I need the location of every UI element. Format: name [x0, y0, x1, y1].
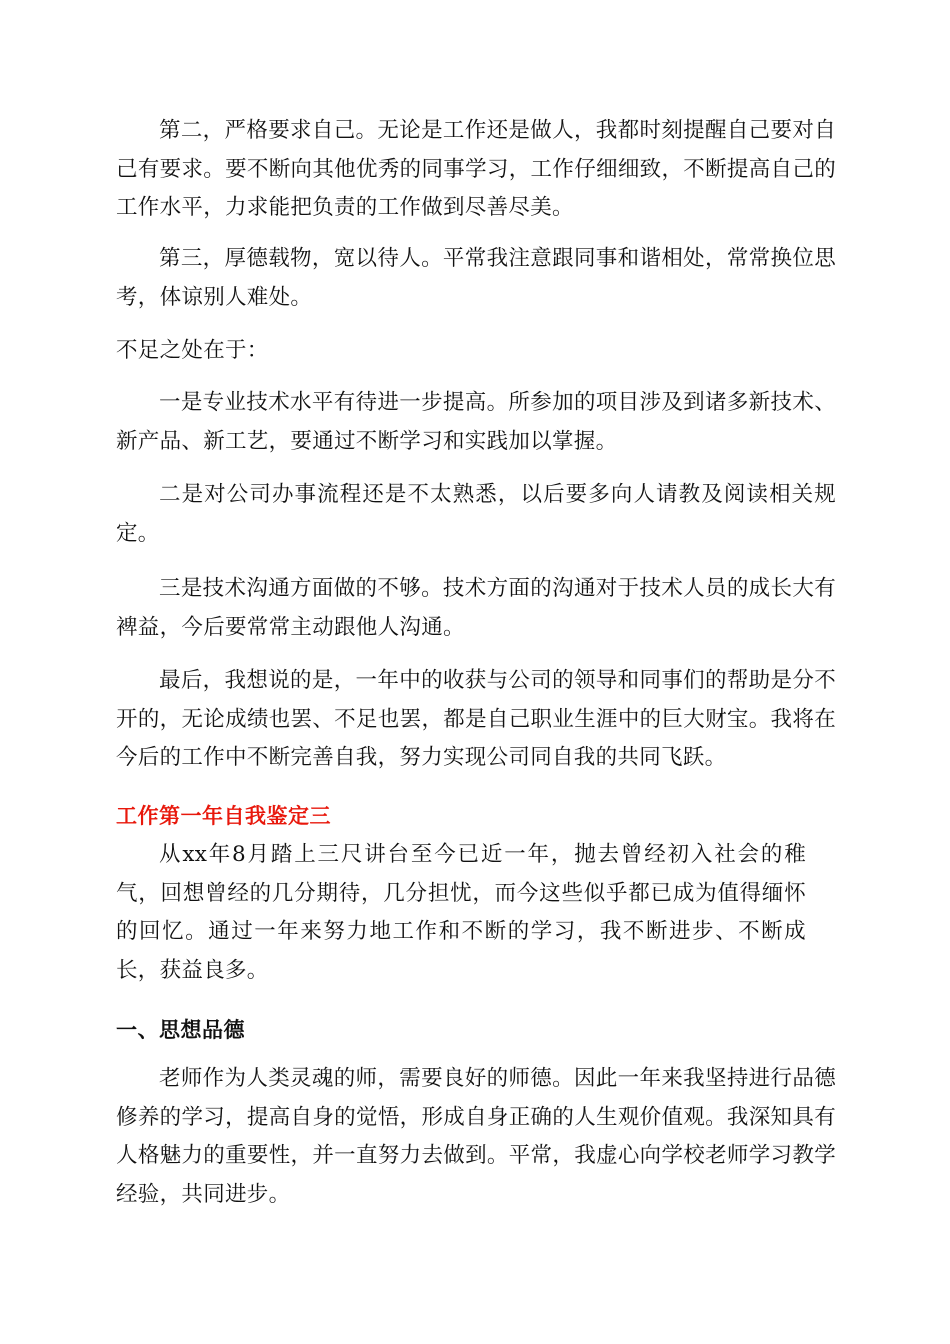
- paragraph-shortcomings-intro: 不足之处在于：: [116, 338, 269, 363]
- paragraph-shortcoming-three: 三是技术沟通方面做的不够。技术方面的沟通对于技术人员的成长大有裨益，今后要常常主动跟他人沟通。: [116, 576, 836, 640]
- paragraph-strict-requirements: 第二，严格要求自己。无论是工作还是做人，我都时刻提醒自己要对自己有要求。要不断向其他优秀的同事学习，工作仔细细致，不断提高自己的工作水平，力求能把负责的工作做到尽善尽美。: [116, 118, 836, 220]
- paragraph-shortcoming-one: 一是专业技术水平有待进一步提高。所参加的项目涉及到诸多新技术、新产品、新工艺，要通过不断学习和实践加以掌握。: [116, 390, 836, 454]
- paragraph-shortcoming-two: 二是对公司办事流程还是不太熟悉，以后要多向人请教及阅读相关规定。: [116, 482, 836, 546]
- section-title: 工作第一年自我鉴定三: [116, 804, 331, 828]
- paragraph-conclusion: 最后，我想说的是，一年中的收获与公司的领导和同事们的帮助是分不开的，无论成绩也罢、不足也罢，都是自己职业生涯中的巨大财宝。我将在今后的工作中不断完善自我，努力实现公司同自我的共同飞跃。: [116, 668, 836, 770]
- paragraph-first-year-intro: 从xx年8月踏上三尺讲台至今已近一年，抛去曾经初入社会的稚气，回想曾经的几分期待，几分担忧，而今这些似乎都已成为值得缅怀的回忆。通过一年来努力地工作和不断的学习，我不断进步、不断成长，获益良多。: [116, 842, 806, 983]
- paragraph-ethics: 老师作为人类灵魂的师，需要良好的师德。因此一年来我坚持进行品德修养的学习，提高自身的觉悟，形成自身正确的人生观价值观。我深知具有人格魅力的重要性，并一直努力去做到。平常，我虚心向学校老师学习教学经验，共同进步。: [116, 1066, 836, 1207]
- subsection-title: 一、思想品德: [116, 1018, 245, 1042]
- paragraph-virtue-tolerance: 第三，厚德载物，宽以待人。平常我注意跟同事和谐相处，常常换位思考，体谅别人难处。: [116, 246, 836, 310]
